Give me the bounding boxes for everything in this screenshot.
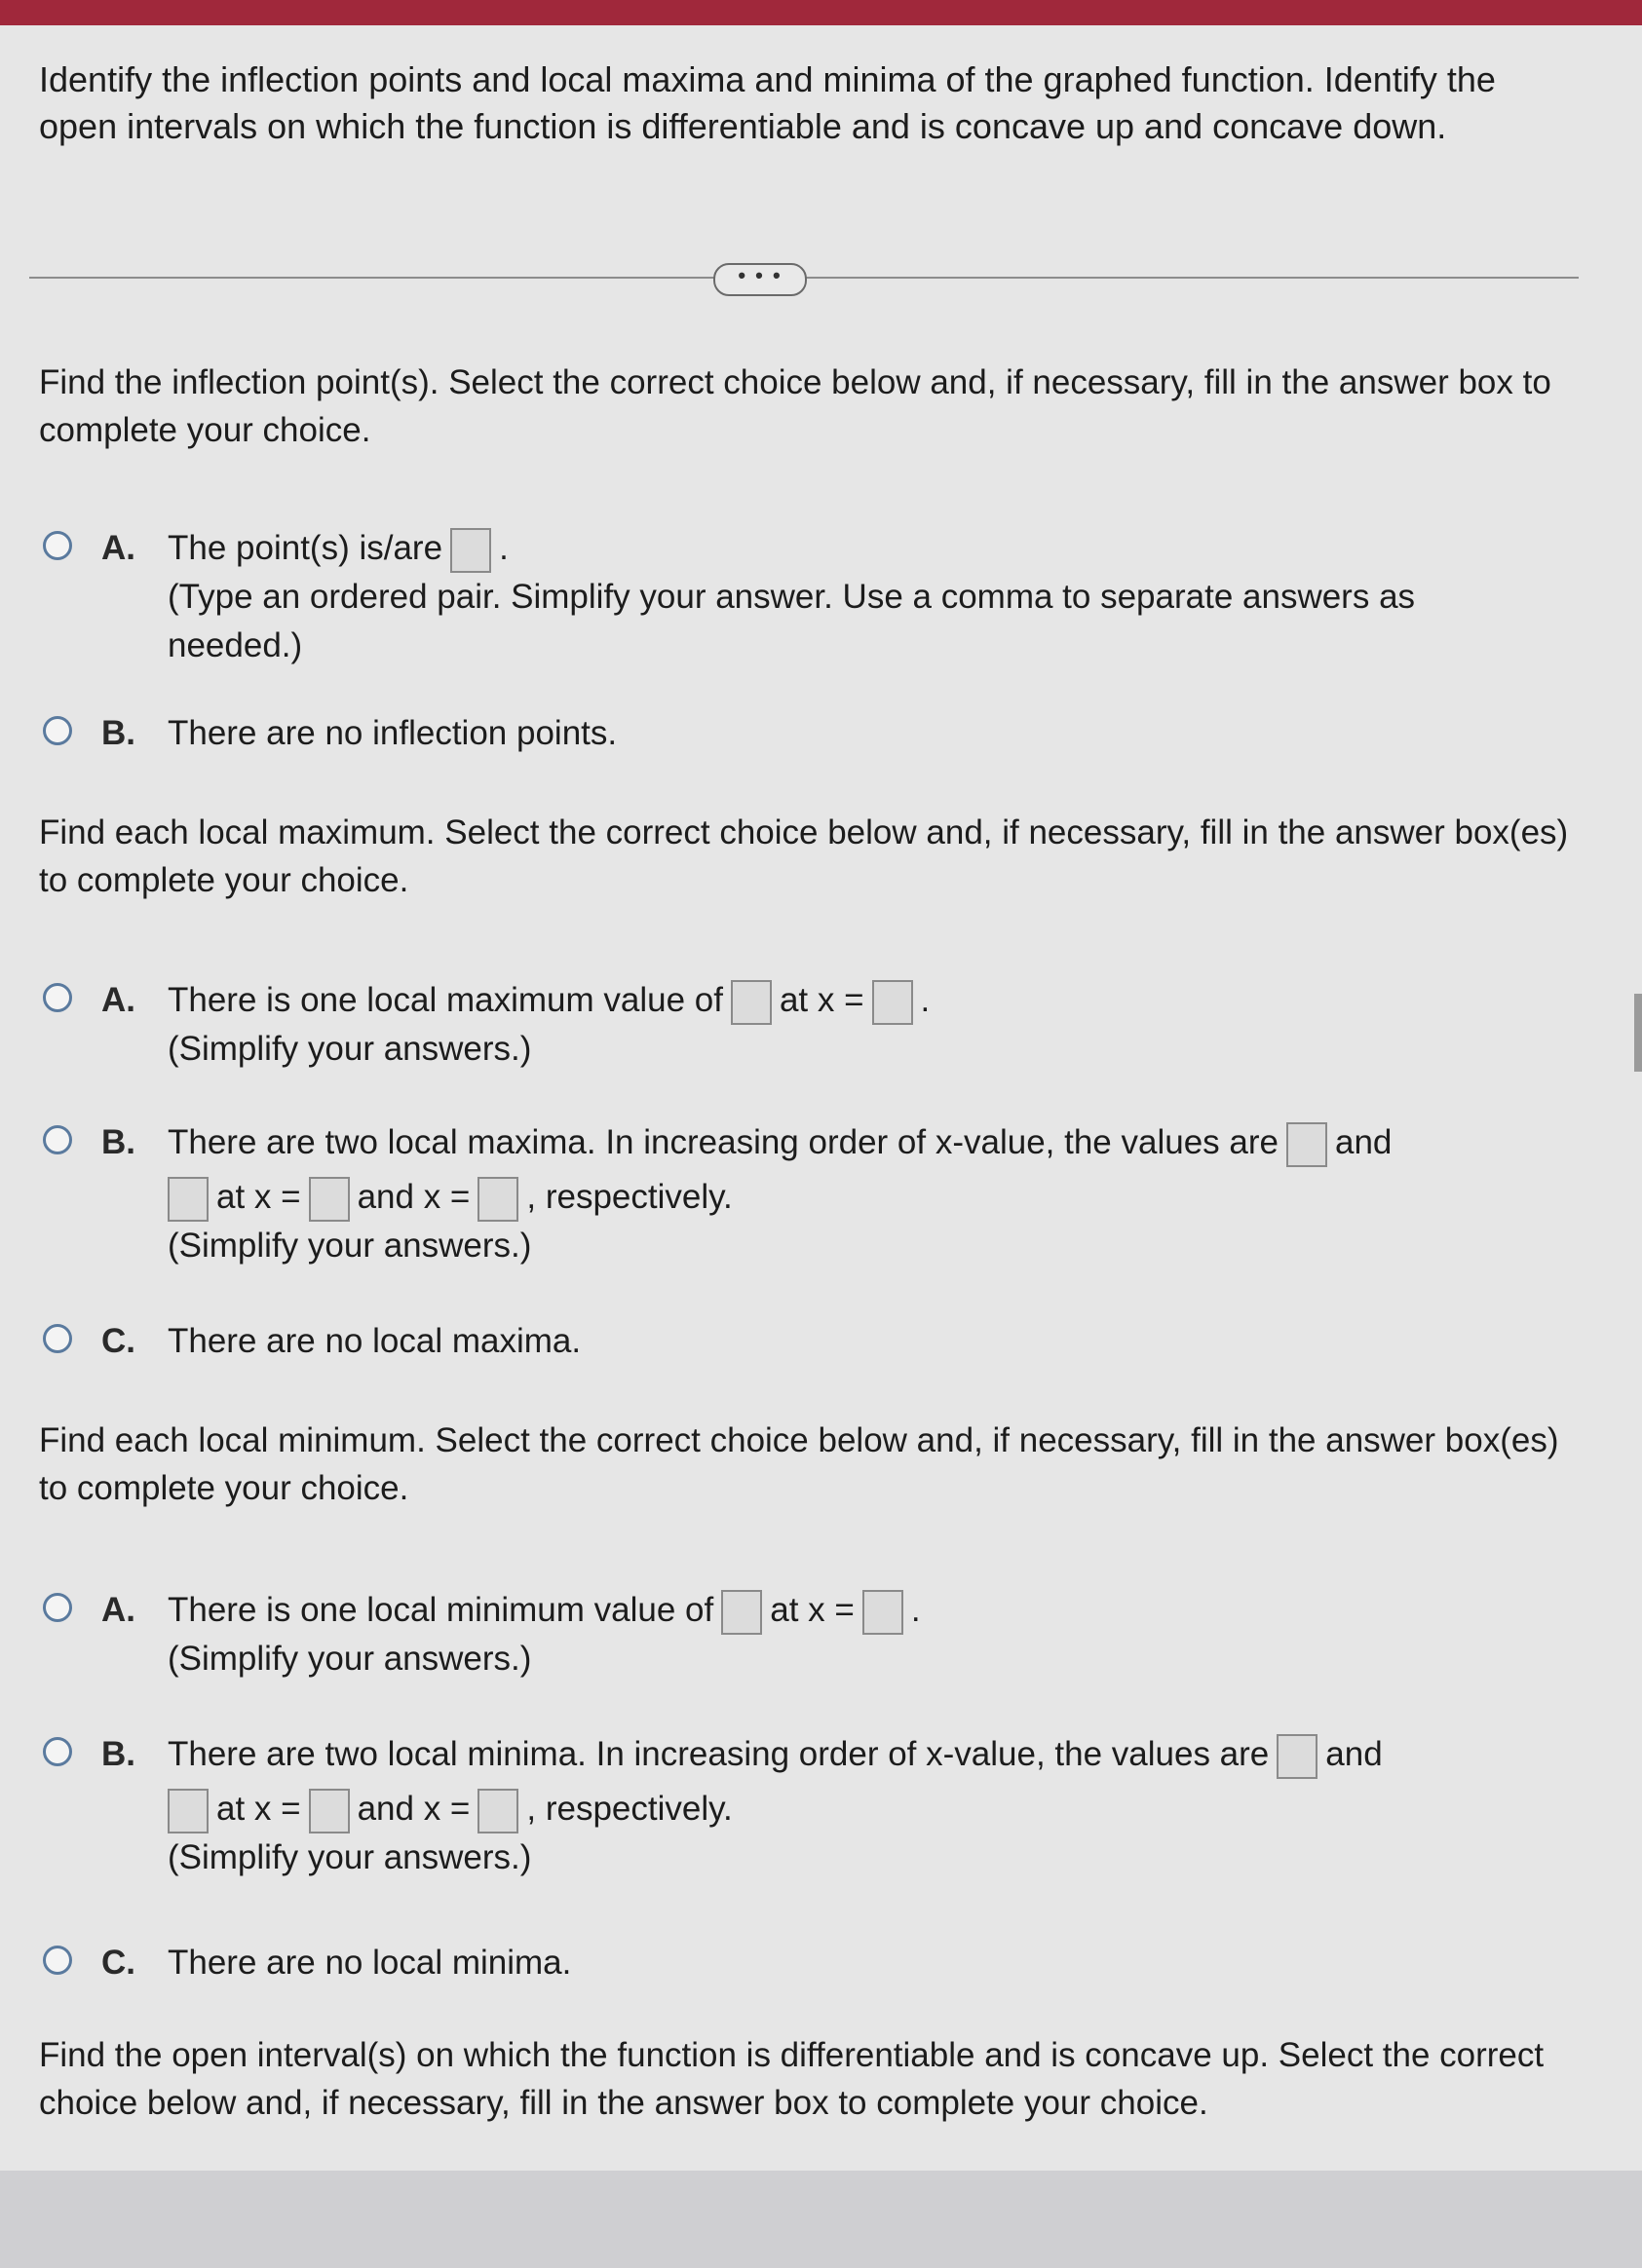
answer-box[interactable] bbox=[477, 1177, 518, 1222]
period: . bbox=[910, 1591, 921, 1629]
choice-text: at x = bbox=[779, 981, 864, 1019]
radio-button[interactable] bbox=[43, 1125, 72, 1154]
choice-letter: A. bbox=[101, 1591, 135, 1629]
answer-box[interactable] bbox=[1286, 1122, 1327, 1167]
answer-box[interactable] bbox=[872, 980, 913, 1025]
radio-button[interactable] bbox=[43, 531, 72, 560]
choice-text: and x = bbox=[357, 1790, 471, 1828]
choice-text: There are no local maxima. bbox=[168, 1322, 582, 1360]
choice-note: (Simplify your answers.) bbox=[168, 1227, 532, 1265]
choice-letter: A. bbox=[101, 529, 135, 567]
bottom-edge bbox=[0, 2171, 1642, 2268]
problem-statement: Identify the inflection points and local maxima and minima of the graphed function. Identify the open intervals on which the function is differentiable and is concave up and concave down. bbox=[39, 59, 1496, 146]
answer-box[interactable] bbox=[1277, 1734, 1317, 1779]
answer-box[interactable] bbox=[168, 1789, 209, 1833]
answer-box[interactable] bbox=[731, 980, 772, 1025]
choice-text: at x = bbox=[770, 1591, 855, 1629]
radio-button[interactable] bbox=[43, 1593, 72, 1622]
choice-letter: C. bbox=[101, 1322, 135, 1360]
choice-text: There is one local maximum value of bbox=[168, 981, 723, 1019]
choice-text: and bbox=[1325, 1735, 1383, 1773]
period: . bbox=[499, 529, 509, 567]
choice-letter: C. bbox=[101, 1944, 135, 1982]
radio-button[interactable] bbox=[43, 1737, 72, 1766]
choice-note: (Type an ordered pair. Simplify your answer. Use a comma to separate answers as needed.) bbox=[168, 578, 1416, 664]
choice-text: There are two local maxima. In increasing order of x-value, the values are bbox=[168, 1123, 1279, 1161]
choice-text: , respectively. bbox=[526, 1790, 733, 1828]
answer-box[interactable] bbox=[309, 1177, 350, 1222]
choice-letter: B. bbox=[101, 1123, 135, 1161]
question-inflection-points: Find the inflection point(s). Select the correct choice below and, if necessary, fill in the answer box to complete your choice. bbox=[39, 363, 1551, 449]
choice-note: (Simplify your answers.) bbox=[168, 1640, 532, 1678]
choice-text: The point(s) is/are bbox=[168, 529, 443, 567]
question-local-maximum: Find each local maximum. Select the correct choice below and, if necessary, fill in the answer box(es) to complete your choice. bbox=[39, 813, 1569, 899]
radio-button[interactable] bbox=[43, 1324, 72, 1353]
choice-letter: A. bbox=[101, 981, 135, 1019]
choice-note: (Simplify your answers.) bbox=[168, 1838, 532, 1876]
answer-box[interactable] bbox=[862, 1590, 903, 1635]
answer-box[interactable] bbox=[309, 1789, 350, 1833]
top-bar bbox=[0, 0, 1642, 25]
choice-text: There are no local minima. bbox=[168, 1944, 572, 1982]
choice-letter: B. bbox=[101, 1735, 135, 1773]
choice-text: There is one local minimum value of bbox=[168, 1591, 714, 1629]
question-local-minimum: Find each local minimum. Select the correct choice below and, if necessary, fill in the answer box(es) to complete your choice. bbox=[39, 1421, 1559, 1507]
choice-letter: B. bbox=[101, 714, 135, 752]
answer-box[interactable] bbox=[450, 528, 491, 573]
radio-button[interactable] bbox=[43, 716, 72, 745]
choice-text: and x = bbox=[357, 1178, 471, 1216]
choice-text: , respectively. bbox=[526, 1178, 733, 1216]
choice-text: and bbox=[1334, 1123, 1393, 1161]
scrollbar[interactable] bbox=[1634, 994, 1642, 1072]
answer-box[interactable] bbox=[477, 1789, 518, 1833]
choice-text: at x = bbox=[216, 1790, 301, 1828]
radio-button[interactable] bbox=[43, 983, 72, 1012]
choice-text: at x = bbox=[216, 1178, 301, 1216]
choice-note: (Simplify your answers.) bbox=[168, 1030, 532, 1068]
answer-box[interactable] bbox=[721, 1590, 762, 1635]
period: . bbox=[920, 981, 931, 1019]
radio-button[interactable] bbox=[43, 1946, 72, 1975]
choice-text: There are two local minima. In increasing order of x-value, the values are bbox=[168, 1735, 1270, 1773]
choice-text: There are no inflection points. bbox=[168, 714, 618, 752]
show-more-button[interactable]: • • • bbox=[713, 263, 807, 296]
question-concave-up: Find the open interval(s) on which the function is differentiable and is concave up. Select the correct choice below and, if necessary, fill in the answer box to complete your choice. bbox=[39, 2036, 1545, 2122]
answer-box[interactable] bbox=[168, 1177, 209, 1222]
